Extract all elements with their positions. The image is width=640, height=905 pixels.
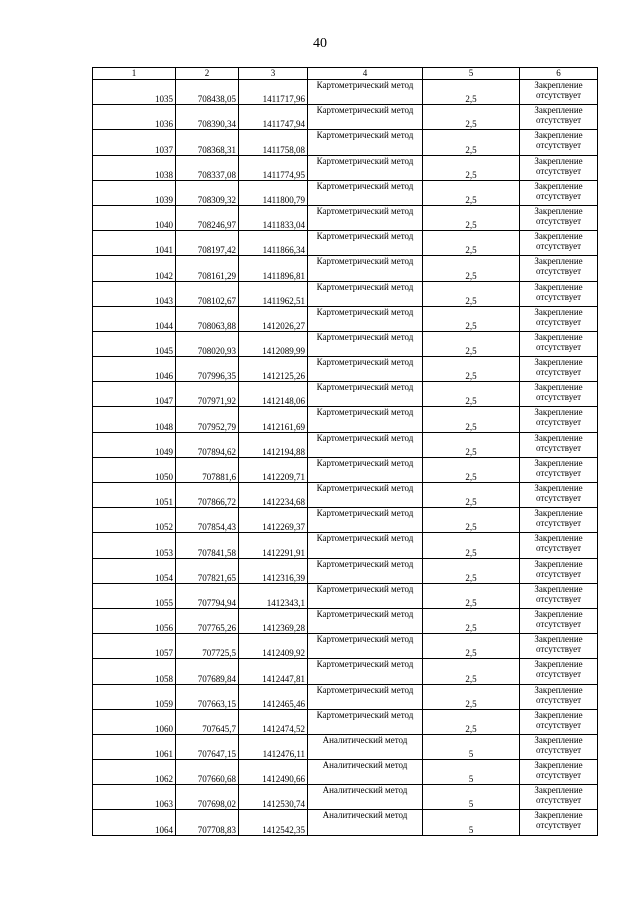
x-coordinate-cell: 707708,83 <box>176 810 239 835</box>
point-number-cell: 1048 <box>93 407 176 432</box>
table-row <box>93 205 598 230</box>
table-row <box>93 684 598 709</box>
accuracy-cell: 2,5 <box>423 684 520 709</box>
y-coordinate-cell: 1412161,69 <box>239 407 308 432</box>
page-number: 40 <box>313 36 327 51</box>
y-coordinate-cell: 1412234,68 <box>239 483 308 508</box>
fixation-cell: Закрепление отсутствует <box>520 105 598 130</box>
y-coordinate-cell: 1412089,99 <box>239 331 308 356</box>
accuracy-cell: 2,5 <box>423 533 520 558</box>
accuracy-cell: 2,5 <box>423 256 520 281</box>
x-coordinate-cell: 707866,72 <box>176 483 239 508</box>
fixation-cell: Закрепление отсутствует <box>520 785 598 810</box>
method-cell: Картометрический метод <box>308 583 423 608</box>
method-cell: Аналитический метод <box>308 760 423 785</box>
method-cell: Картометрический метод <box>308 634 423 659</box>
point-number-cell: 1050 <box>93 457 176 482</box>
x-coordinate-cell: 707881,6 <box>176 457 239 482</box>
point-number-cell: 1059 <box>93 684 176 709</box>
point-number-cell: 1061 <box>93 734 176 759</box>
y-coordinate-cell: 1412542,35 <box>239 810 308 835</box>
x-coordinate-cell: 708161,29 <box>176 256 239 281</box>
accuracy-cell: 2,5 <box>423 457 520 482</box>
accuracy-cell: 5 <box>423 785 520 810</box>
y-coordinate-cell: 1412530,74 <box>239 785 308 810</box>
x-coordinate-cell: 707645,7 <box>176 709 239 734</box>
fixation-cell: Закрепление отсутствует <box>520 558 598 583</box>
fixation-cell: Закрепление отсутствует <box>520 130 598 155</box>
table-row <box>93 583 598 608</box>
table-row <box>93 256 598 281</box>
method-cell: Картометрический метод <box>308 659 423 684</box>
fixation-cell: Закрепление отсутствует <box>520 432 598 457</box>
y-coordinate-cell: 1412194,88 <box>239 432 308 457</box>
fixation-cell: Закрепление отсутствует <box>520 306 598 331</box>
table-row <box>93 558 598 583</box>
table-row <box>93 457 598 482</box>
y-coordinate-cell: 1412125,26 <box>239 357 308 382</box>
accuracy-cell: 5 <box>423 810 520 835</box>
point-number-cell: 1049 <box>93 432 176 457</box>
x-coordinate-cell: 707952,79 <box>176 407 239 432</box>
point-number-cell: 1052 <box>93 508 176 533</box>
accuracy-cell: 2,5 <box>423 634 520 659</box>
y-coordinate-cell: 1411962,51 <box>239 281 308 306</box>
x-coordinate-cell: 708063,88 <box>176 306 239 331</box>
y-coordinate-cell: 1411800,79 <box>239 180 308 205</box>
y-coordinate-cell: 1412316,39 <box>239 558 308 583</box>
y-coordinate-cell: 1412490,66 <box>239 760 308 785</box>
accuracy-cell: 2,5 <box>423 331 520 356</box>
table-row <box>93 105 598 130</box>
coordinates-table <box>92 67 598 836</box>
point-number-cell: 1051 <box>93 483 176 508</box>
y-coordinate-cell: 1411774,95 <box>239 155 308 180</box>
fixation-cell: Закрепление отсутствует <box>520 533 598 558</box>
table-row <box>93 608 598 633</box>
accuracy-cell: 2,5 <box>423 357 520 382</box>
method-cell: Картометрический метод <box>308 533 423 558</box>
table-row <box>93 508 598 533</box>
header-col-6: 6 <box>520 68 598 80</box>
x-coordinate-cell: 707821,65 <box>176 558 239 583</box>
accuracy-cell: 2,5 <box>423 659 520 684</box>
method-cell: Картометрический метод <box>308 558 423 583</box>
x-coordinate-cell: 707794,94 <box>176 583 239 608</box>
header-col-4: 4 <box>308 68 423 80</box>
method-cell: Картометрический метод <box>308 357 423 382</box>
method-cell: Аналитический метод <box>308 734 423 759</box>
accuracy-cell: 2,5 <box>423 231 520 256</box>
header-row <box>93 68 598 80</box>
accuracy-cell: 2,5 <box>423 205 520 230</box>
point-number-cell: 1063 <box>93 785 176 810</box>
point-number-cell: 1042 <box>93 256 176 281</box>
accuracy-cell: 2,5 <box>423 306 520 331</box>
fixation-cell: Закрепление отсутствует <box>520 407 598 432</box>
x-coordinate-cell: 707647,15 <box>176 734 239 759</box>
point-number-cell: 1047 <box>93 382 176 407</box>
method-cell: Картометрический метод <box>308 483 423 508</box>
x-coordinate-cell: 707971,92 <box>176 382 239 407</box>
fixation-cell: Закрепление отсутствует <box>520 155 598 180</box>
table-body <box>93 80 598 836</box>
table-row <box>93 331 598 356</box>
header-col-1: 1 <box>93 68 176 80</box>
header-col-5: 5 <box>423 68 520 80</box>
table-row <box>93 382 598 407</box>
fixation-cell: Закрепление отсутствует <box>520 709 598 734</box>
accuracy-cell: 2,5 <box>423 608 520 633</box>
fixation-cell: Закрепление отсутствует <box>520 457 598 482</box>
y-coordinate-cell: 1412291,91 <box>239 533 308 558</box>
point-number-cell: 1036 <box>93 105 176 130</box>
accuracy-cell: 2,5 <box>423 483 520 508</box>
x-coordinate-cell: 708438,05 <box>176 80 239 105</box>
x-coordinate-cell: 708197,42 <box>176 231 239 256</box>
table-row <box>93 659 598 684</box>
point-number-cell: 1055 <box>93 583 176 608</box>
method-cell: Картометрический метод <box>308 256 423 281</box>
point-number-cell: 1056 <box>93 608 176 633</box>
fixation-cell: Закрепление отсутствует <box>520 80 598 105</box>
method-cell: Картометрический метод <box>308 306 423 331</box>
x-coordinate-cell: 708246,97 <box>176 205 239 230</box>
table-row <box>93 483 598 508</box>
point-number-cell: 1054 <box>93 558 176 583</box>
fixation-cell: Закрепление отсутствует <box>520 331 598 356</box>
y-coordinate-cell: 1412343,1 <box>239 583 308 608</box>
fixation-cell: Закрепление отсутствует <box>520 583 598 608</box>
point-number-cell: 1043 <box>93 281 176 306</box>
point-number-cell: 1037 <box>93 130 176 155</box>
y-coordinate-cell: 1411758,08 <box>239 130 308 155</box>
table-row <box>93 357 598 382</box>
y-coordinate-cell: 1412465,46 <box>239 684 308 709</box>
method-cell: Картометрический метод <box>308 331 423 356</box>
table-row <box>93 533 598 558</box>
method-cell: Картометрический метод <box>308 684 423 709</box>
accuracy-cell: 5 <box>423 760 520 785</box>
method-cell: Картометрический метод <box>308 432 423 457</box>
fixation-cell: Закрепление отсутствует <box>520 608 598 633</box>
header-col-3: 3 <box>239 68 308 80</box>
y-coordinate-cell: 1411896,81 <box>239 256 308 281</box>
accuracy-cell: 2,5 <box>423 407 520 432</box>
method-cell: Картометрический метод <box>308 508 423 533</box>
table-row <box>93 306 598 331</box>
accuracy-cell: 2,5 <box>423 558 520 583</box>
fixation-cell: Закрепление отсутствует <box>520 180 598 205</box>
method-cell: Картометрический метод <box>308 457 423 482</box>
accuracy-cell: 2,5 <box>423 382 520 407</box>
y-coordinate-cell: 1412269,37 <box>239 508 308 533</box>
fixation-cell: Закрепление отсутствует <box>520 205 598 230</box>
x-coordinate-cell: 707841,58 <box>176 533 239 558</box>
y-coordinate-cell: 1412209,71 <box>239 457 308 482</box>
fixation-cell: Закрепление отсутствует <box>520 734 598 759</box>
method-cell: Картометрический метод <box>308 130 423 155</box>
table-header <box>93 68 598 80</box>
accuracy-cell: 2,5 <box>423 155 520 180</box>
point-number-cell: 1035 <box>93 80 176 105</box>
table-row <box>93 155 598 180</box>
point-number-cell: 1058 <box>93 659 176 684</box>
fixation-cell: Закрепление отсутствует <box>520 281 598 306</box>
fixation-cell: Закрепление отсутствует <box>520 231 598 256</box>
table-row <box>93 281 598 306</box>
point-number-cell: 1053 <box>93 533 176 558</box>
header-col-2: 2 <box>176 68 239 80</box>
x-coordinate-cell: 708368,31 <box>176 130 239 155</box>
x-coordinate-cell: 707725,5 <box>176 634 239 659</box>
accuracy-cell: 2,5 <box>423 80 520 105</box>
table-row <box>93 760 598 785</box>
table-row <box>93 810 598 835</box>
method-cell: Картометрический метод <box>308 155 423 180</box>
method-cell: Картометрический метод <box>308 80 423 105</box>
table-row <box>93 432 598 457</box>
point-number-cell: 1057 <box>93 634 176 659</box>
x-coordinate-cell: 707663,15 <box>176 684 239 709</box>
accuracy-cell: 2,5 <box>423 105 520 130</box>
x-coordinate-cell: 707894,62 <box>176 432 239 457</box>
method-cell: Картометрический метод <box>308 180 423 205</box>
fixation-cell: Закрепление отсутствует <box>520 483 598 508</box>
y-coordinate-cell: 1411717,96 <box>239 80 308 105</box>
point-number-cell: 1045 <box>93 331 176 356</box>
point-number-cell: 1060 <box>93 709 176 734</box>
fixation-cell: Закрепление отсутствует <box>520 659 598 684</box>
point-number-cell: 1044 <box>93 306 176 331</box>
method-cell: Картометрический метод <box>308 608 423 633</box>
x-coordinate-cell: 708390,34 <box>176 105 239 130</box>
method-cell: Картометрический метод <box>308 281 423 306</box>
x-coordinate-cell: 707996,35 <box>176 357 239 382</box>
table-row <box>93 734 598 759</box>
x-coordinate-cell: 708102,67 <box>176 281 239 306</box>
x-coordinate-cell: 708337,08 <box>176 155 239 180</box>
accuracy-cell: 5 <box>423 734 520 759</box>
fixation-cell: Закрепление отсутствует <box>520 508 598 533</box>
fixation-cell: Закрепление отсутствует <box>520 357 598 382</box>
y-coordinate-cell: 1412409,92 <box>239 634 308 659</box>
x-coordinate-cell: 707854,43 <box>176 508 239 533</box>
table-row <box>93 634 598 659</box>
fixation-cell: Закрепление отсутствует <box>520 760 598 785</box>
x-coordinate-cell: 708309,32 <box>176 180 239 205</box>
y-coordinate-cell: 1411833,04 <box>239 205 308 230</box>
fixation-cell: Закрепление отсутствует <box>520 684 598 709</box>
table-row <box>93 80 598 105</box>
method-cell: Картометрический метод <box>308 105 423 130</box>
accuracy-cell: 2,5 <box>423 180 520 205</box>
fixation-cell: Закрепление отсутствует <box>520 634 598 659</box>
accuracy-cell: 2,5 <box>423 709 520 734</box>
table-row <box>93 180 598 205</box>
method-cell: Картометрический метод <box>308 205 423 230</box>
x-coordinate-cell: 707689,84 <box>176 659 239 684</box>
accuracy-cell: 2,5 <box>423 130 520 155</box>
point-number-cell: 1038 <box>93 155 176 180</box>
point-number-cell: 1039 <box>93 180 176 205</box>
x-coordinate-cell: 707698,02 <box>176 785 239 810</box>
accuracy-cell: 2,5 <box>423 508 520 533</box>
point-number-cell: 1046 <box>93 357 176 382</box>
y-coordinate-cell: 1411866,34 <box>239 231 308 256</box>
method-cell: Аналитический метод <box>308 810 423 835</box>
method-cell: Картометрический метод <box>308 407 423 432</box>
y-coordinate-cell: 1412447,81 <box>239 659 308 684</box>
table-row <box>93 785 598 810</box>
table-row <box>93 231 598 256</box>
x-coordinate-cell: 708020,93 <box>176 331 239 356</box>
point-number-cell: 1041 <box>93 231 176 256</box>
table-row <box>93 709 598 734</box>
method-cell: Картометрический метод <box>308 382 423 407</box>
point-number-cell: 1062 <box>93 760 176 785</box>
y-coordinate-cell: 1412369,28 <box>239 608 308 633</box>
table-row <box>93 407 598 432</box>
method-cell: Картометрический метод <box>308 709 423 734</box>
accuracy-cell: 2,5 <box>423 583 520 608</box>
fixation-cell: Закрепление отсутствует <box>520 382 598 407</box>
accuracy-cell: 2,5 <box>423 432 520 457</box>
method-cell: Картометрический метод <box>308 231 423 256</box>
y-coordinate-cell: 1412026,27 <box>239 306 308 331</box>
table-row <box>93 130 598 155</box>
method-cell: Аналитический метод <box>308 785 423 810</box>
point-number-cell: 1064 <box>93 810 176 835</box>
x-coordinate-cell: 707765,26 <box>176 608 239 633</box>
fixation-cell: Закрепление отсутствует <box>520 810 598 835</box>
accuracy-cell: 2,5 <box>423 281 520 306</box>
y-coordinate-cell: 1412476,11 <box>239 734 308 759</box>
y-coordinate-cell: 1412474,52 <box>239 709 308 734</box>
point-number-cell: 1040 <box>93 205 176 230</box>
y-coordinate-cell: 1412148,06 <box>239 382 308 407</box>
fixation-cell: Закрепление отсутствует <box>520 256 598 281</box>
x-coordinate-cell: 707660,68 <box>176 760 239 785</box>
y-coordinate-cell: 1411747,94 <box>239 105 308 130</box>
